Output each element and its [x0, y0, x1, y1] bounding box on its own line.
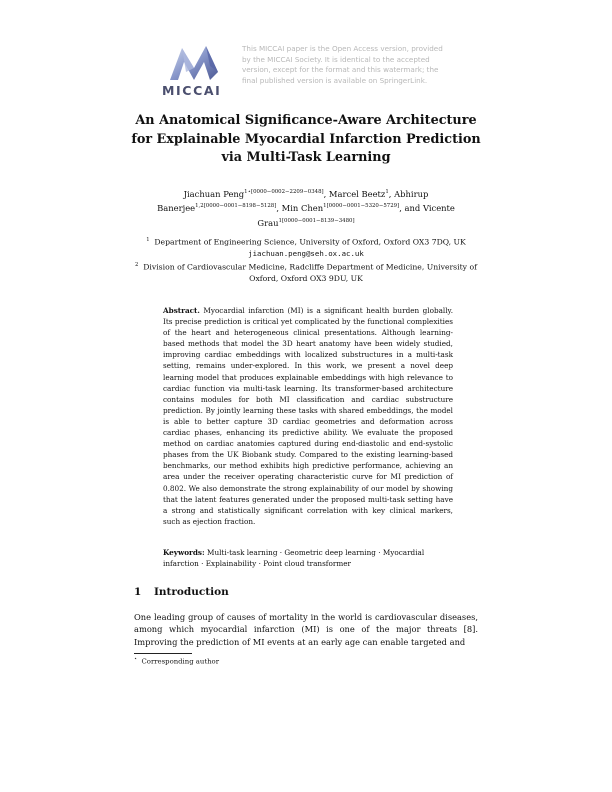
author-affiliation-mark: 1⋆[0000−0002−2209−0348]: [244, 189, 324, 195]
affiliation-1: [134, 235, 478, 248]
title-line: An Anatomical Significance-Aware Architecture: [135, 113, 477, 128]
author-name: , Min Chen: [276, 203, 324, 214]
section-heading: [134, 586, 229, 598]
keywords-text: Multi-task learning · Geometric deep learning · Myocardial infarction · Explainability · Point cloud transformer: [163, 548, 425, 569]
abstract-text: Myocardial infarction (MI) is a significant health burden globally. Its precise prediction is critical yet complicated by the functional complexities of the heart and heterogeneous clinical presentations. Although learning-based methods that model the 3D heart anatomy have been widely studied, improving cardiac embeddings with localized substructures in a multi-task setting, remains under-explored. In this work, we present a novel deep learning model that produces explainable embeddings with high relevance to cardiac function via multi-task learning. Its transformer-based architecture contains modules for both MI classification and cardiac substructure prediction. By jointly learning these tasks with shared embeddings, the model is able to better capture 3D cardiac geometries and deformation across cardiac phases, enhancing its predictive ability. We evaluate the proposed method on cardiac anatomies captured during end-diastolic and end-systolic phases from the UK Biobank study. Compared to the existing learning-based benchmarks, our method exhibits high predictive performance, achieving an area under the receiver operating characteristic curve for MI prediction of 0.802. We also demonstrate the strong explainability of our model by showing that the latent features generated under the proposed multi-task setting have a strong and statistically significant correlation with key clinical markers, such as ejection fraction.: [163, 306, 453, 526]
affiliation-number: 1: [146, 237, 150, 243]
author-name: , and Vicente Grau: [257, 203, 455, 228]
author-affiliation-mark: 1[0000−0001−5320−5729]: [323, 203, 400, 210]
author-affiliation-mark: 1,2[0000−0001−8198−5128]: [195, 203, 277, 210]
author-name: Jiachuan Peng: [183, 188, 245, 199]
footnote-text: Corresponding author: [141, 657, 220, 666]
watermark-line: by the MICCAI Society. It is identical to the accepted: [242, 54, 430, 64]
section-number: 1: [134, 586, 142, 598]
watermark-line: version, except for the format and this watermark; the: [242, 65, 439, 74]
author-affiliation-mark: 1: [385, 189, 389, 195]
footnote-mark: ⋆: [134, 656, 138, 662]
affiliations: [134, 235, 478, 284]
watermark-line: This MICCAI paper is the Open Access version, provided: [242, 44, 443, 53]
abstract: [163, 305, 453, 527]
abstract-label: Abstract.: [163, 306, 200, 315]
keywords-label: Keywords:: [163, 548, 205, 557]
miccai-wordmark: MICCAI: [162, 83, 222, 98]
author-email: jiachuan.peng@seh.ox.ac.uk: [248, 249, 364, 259]
paper-title: [100, 112, 512, 168]
watermark-line: final published version is available on SpringerLink.: [242, 75, 428, 85]
affiliation-text: Division of Cardiovascular Medicine, Radcliffe Department of Medicine, University of Oxford, Oxford OX3 9DU, UK: [143, 262, 477, 283]
author-name: , Abhirup Banerjee: [157, 188, 429, 214]
footnote: [134, 656, 219, 665]
affiliation-number: 2: [135, 261, 139, 268]
title-line: for Explainable Myocardial Infarction Prediction: [131, 131, 481, 147]
open-access-watermark: [242, 44, 467, 86]
author-name: , Marcel Beetz: [323, 188, 386, 199]
introduction-paragraph: One leading group of causes of mortality in the world is cardiovascular diseases, among which myocardial infarction (MI) is one of the major threats [8]. Improving the prediction of MI events at an early age can enable targeted and: [134, 612, 478, 647]
author-list: [134, 186, 478, 229]
section-title: Introduction: [154, 586, 229, 598]
keywords: [163, 547, 453, 569]
author-affiliation-mark: 1[0000−0001−8139−3480]: [278, 217, 355, 224]
page-header: [160, 42, 460, 112]
title-line: via Multi-Task Learning: [221, 150, 391, 165]
affiliation-text: Department of Engineering Science, University of Oxford, Oxford OX3 7DQ, UK: [154, 237, 466, 247]
footnote-rule: [134, 653, 192, 654]
affiliation-2: [134, 260, 478, 285]
